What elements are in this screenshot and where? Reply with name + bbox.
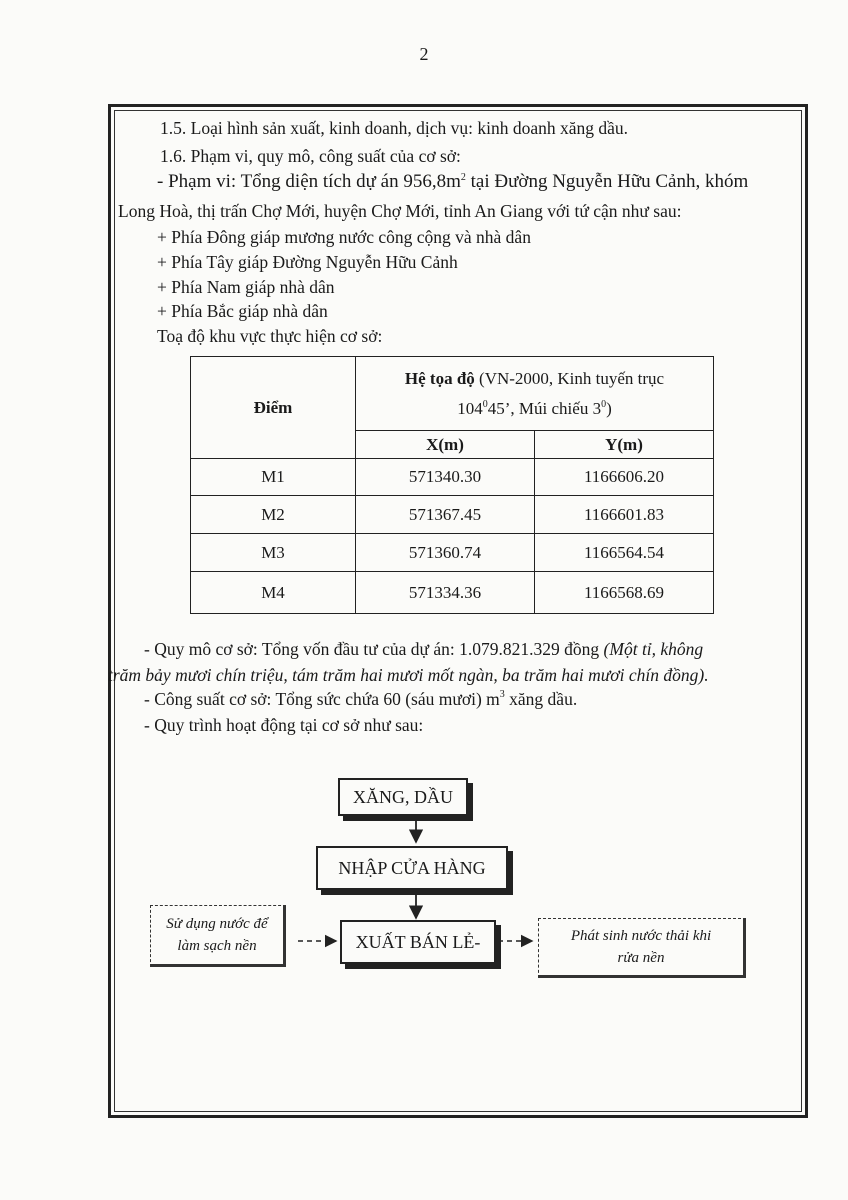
- business-type-line: 1.5. Loại hình sản xuất, kinh doanh, dịch vụ: kinh doanh xăng dầu.: [160, 118, 629, 138]
- water-use-line-1: Sử dụng nước để: [166, 916, 268, 932]
- cell-y: 1166564.54: [535, 534, 714, 572]
- cell-x: 571360.74: [356, 534, 535, 572]
- flow-box-water-use: [150, 905, 286, 967]
- scale-line: - Quy mô cơ sở: Tổng vốn đầu tư của dự án: 1.079.821.329 đồng (Một tỉ, không: [144, 639, 704, 659]
- process-line: - Quy trình hoạt động tại cơ sở như sau:: [144, 715, 424, 735]
- water-use-line-2: làm sạch nền: [177, 938, 257, 954]
- flow-box-fuel: XĂNG, DẦU: [338, 778, 468, 816]
- flow-box-import: NHẬP CỬA HÀNG: [316, 846, 508, 890]
- header-y: Y(m): [535, 431, 714, 459]
- capacity-line: - Công suất cơ sở: Tổng sức chứa 60 (sáu mươi) $m^3$ xăng dầu.: [144, 689, 578, 709]
- cell-x: 571334.36: [356, 572, 535, 614]
- scope-area-line: - Phạm vi: Tổng diện tích dự án $956,8m^2$ tại Đường Nguyễn Hữu Cảnh, khóm: [157, 171, 749, 192]
- page-number: 2: [419, 44, 429, 64]
- cell-point: M4: [191, 572, 356, 614]
- cell-y: 1166606.20: [535, 459, 714, 496]
- header-point: Điểm: [191, 357, 356, 459]
- cell-x: 571367.45: [356, 496, 535, 534]
- flow-box-wastewater: [538, 918, 746, 978]
- boundary-east: + Phía Đông giáp mương nước công cộng và nhà dân: [157, 227, 531, 247]
- wastewater-line-2: rửa nền: [617, 950, 665, 966]
- scope-location-line: Long Hoà, thị trấn Chợ Mới, huyện Chợ Mới, tỉnh An Giang với tứ cận như sau:: [118, 201, 682, 221]
- cell-point: M2: [191, 496, 356, 534]
- scale-line-continued: trăm bảy mươi chín triệu, tám trăm hai mươi mốt ngàn, ba trăm hai mươi chín đồng).: [108, 665, 709, 685]
- cell-point: M3: [191, 534, 356, 572]
- header-x: X(m): [356, 431, 535, 459]
- flow-box-retail: XUẤT BÁN LẺ-: [340, 920, 496, 964]
- boundary-west: + Phía Tây giáp Đường Nguyễn Hữu Cảnh: [157, 252, 458, 272]
- header-coordinate-system: Hệ tọa độ (VN-2000, Kinh tuyến trục $104^045$’, Múi chiếu $3^0$): [356, 357, 714, 431]
- cell-y: 1166568.69: [535, 572, 714, 614]
- scope-heading: 1.6. Phạm vi, quy mô, công suất của cơ sở:: [160, 146, 461, 166]
- cell-x: 571340.30: [356, 459, 535, 496]
- cell-point: M1: [191, 459, 356, 496]
- boundary-south: + Phía Nam giáp nhà dân: [157, 277, 335, 297]
- cell-y: 1166601.83: [535, 496, 714, 534]
- coordinates-heading: Toạ độ khu vực thực hiện cơ sở:: [157, 326, 383, 346]
- wastewater-line-1: Phát sinh nước thải khi: [570, 928, 712, 944]
- boundary-north: + Phía Bắc giáp nhà dân: [157, 301, 328, 321]
